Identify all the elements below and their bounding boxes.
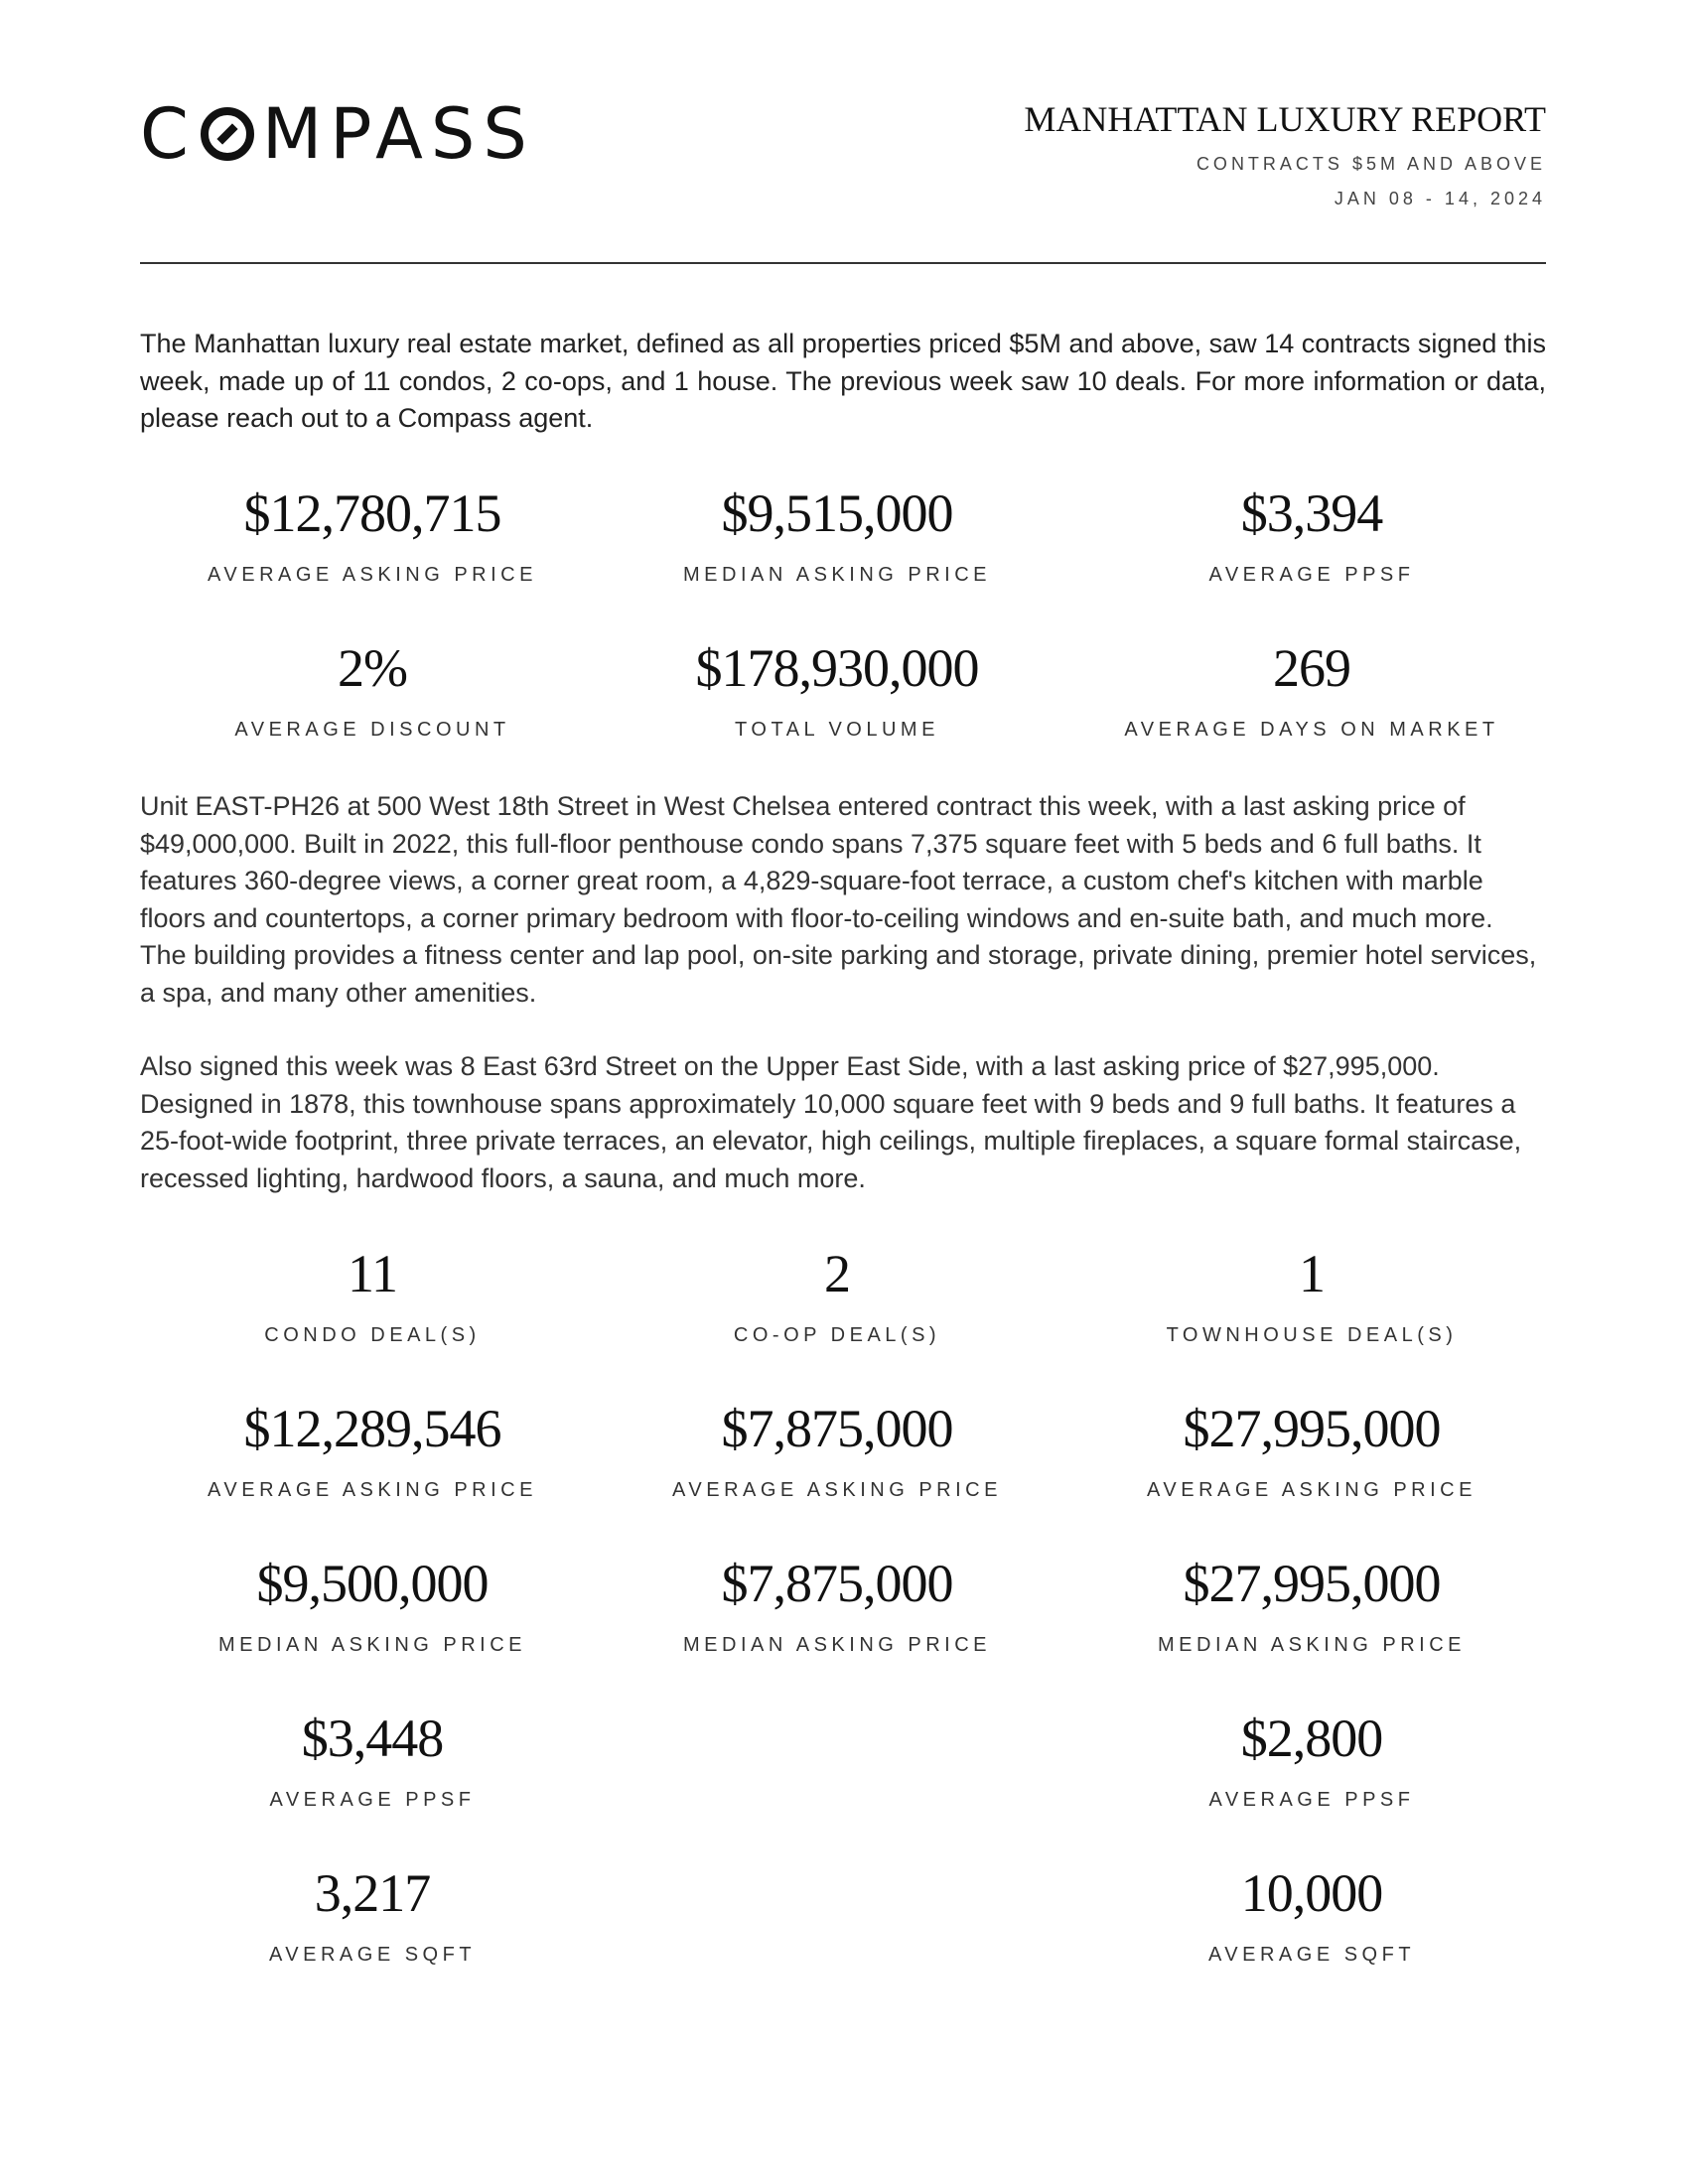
stat-value: $3,394 — [1240, 483, 1383, 543]
coop-deals — [609, 1244, 1065, 1347]
report-title: MANHATTAN LUXURY REPORT — [1024, 99, 1546, 139]
stat-label: AVERAGE SQFT — [1207, 1944, 1416, 1966]
header-divider — [140, 262, 1546, 264]
stat-label: AVERAGE ASKING PRICE — [672, 1479, 1002, 1501]
condo-average-sqft — [144, 1863, 601, 1967]
stat-value: $12,780,715 — [243, 483, 501, 543]
townhouse-average-sqft — [1083, 1863, 1540, 1967]
condo-average-ppsf — [144, 1708, 601, 1812]
stat-label: AVERAGE SQFT — [268, 1944, 477, 1966]
stat-average-asking-price — [144, 483, 601, 587]
stat-value: 11 — [348, 1244, 397, 1303]
compass-logo — [140, 93, 535, 175]
stat-value: $27,995,000 — [1183, 1399, 1441, 1458]
stat-label: CO-OP DEAL(S) — [733, 1324, 941, 1346]
stat-value: $7,875,000 — [721, 1399, 953, 1458]
stat-value: $27,995,000 — [1183, 1554, 1441, 1613]
stat-value: $9,515,000 — [721, 483, 953, 543]
stat-value: 1 — [1299, 1244, 1325, 1303]
stat-average-days-on-market — [1083, 638, 1540, 742]
featured-listing-1: Unit EAST-PH26 at 500 West 18th Street in West Chelsea entered contract this week, with a last asking price of $49,000,000. Built in 2022, this full-floor penthouse condo spans 7,375 square feet with 5 beds and 6 full baths. It features 360-degree views, a corner great room, a 4,829-square-foot terrace, a custom chef's kitchen with marble floors and countertops, a corner primary bedroom with floor-to-ceiling windows and en-suite bath, and much more. The building provides a fitness center and lap pool, on-site parking and storage, private dining, premier hotel services, a spa, and many other amenities. — [140, 791, 1537, 1008]
stat-median-asking-price — [609, 483, 1065, 587]
stat-value: 3,217 — [314, 1863, 431, 1923]
condo-median-asking-price — [144, 1554, 601, 1657]
stat-label: TOWNHOUSE DEAL(S) — [1166, 1324, 1458, 1346]
stat-total-volume — [609, 638, 1065, 742]
stat-value: 269 — [1273, 638, 1350, 698]
stat-value: $12,289,546 — [243, 1399, 501, 1458]
stat-label: MEDIAN ASKING PRICE — [683, 1634, 991, 1656]
coop-average-asking-price — [609, 1399, 1065, 1502]
report-header — [1024, 99, 1546, 209]
stat-label: MEDIAN ASKING PRICE — [683, 564, 991, 586]
coop-median-asking-price — [609, 1554, 1065, 1657]
stat-average-discount — [144, 638, 601, 742]
stat-value: $2,800 — [1240, 1708, 1383, 1768]
condo-average-asking-price — [144, 1399, 601, 1502]
stat-label: AVERAGE PPSF — [1208, 1789, 1415, 1811]
featured-listing-2: Also signed this week was 8 East 63rd Street on the Upper East Side, with a last asking price of $27,995,000. Designed in 1878, this townhouse spans approximately 10,000 square feet with 9 beds and 9 full baths. It features a 25-foot-wide footprint, three private terraces, an elevator, high ceilings, multiple fireplaces, a square formal staircase, recessed lighting, hardwood floors, a sauna, and much more. — [140, 1051, 1522, 1193]
logo-wordmark: C MPASS — [140, 93, 535, 175]
stat-value: $3,448 — [301, 1708, 444, 1768]
stat-label: AVERAGE ASKING PRICE — [208, 1479, 537, 1501]
stat-value: 2% — [338, 638, 407, 698]
stat-value: 2 — [824, 1244, 850, 1303]
stat-label: AVERAGE DISCOUNT — [234, 719, 510, 741]
compass-o-icon — [201, 107, 254, 161]
stat-label: TOTAL VOLUME — [735, 719, 939, 741]
townhouse-average-ppsf — [1083, 1708, 1540, 1812]
stat-label: AVERAGE ASKING PRICE — [208, 564, 537, 586]
intro-paragraph: The Manhattan luxury real estate market, defined as all properties priced $5M and above, saw 14 contracts signed this week, made up of 11 condos, 2 co-ops, and 1 house. The previous week saw 10 deals. For more information or data, please reach out to a Compass agent. — [140, 329, 1546, 433]
townhouse-deals — [1083, 1244, 1540, 1347]
stat-value: $7,875,000 — [721, 1554, 953, 1613]
stat-label: AVERAGE ASKING PRICE — [1147, 1479, 1477, 1501]
stat-label: CONDO DEAL(S) — [264, 1324, 481, 1346]
condo-deals — [144, 1244, 601, 1347]
stat-label: AVERAGE PPSF — [269, 1789, 476, 1811]
townhouse-average-asking-price — [1083, 1399, 1540, 1502]
stat-value: 10,000 — [1240, 1863, 1383, 1923]
report-subtitle: CONTRACTS $5M AND ABOVE — [1196, 154, 1546, 174]
townhouse-median-asking-price — [1083, 1554, 1540, 1657]
stat-value: $178,930,000 — [695, 638, 979, 698]
stat-label: MEDIAN ASKING PRICE — [218, 1634, 526, 1656]
stat-value: $9,500,000 — [256, 1554, 489, 1613]
stat-label: AVERAGE DAYS ON MARKET — [1124, 719, 1499, 741]
stat-average-ppsf — [1083, 483, 1540, 587]
report-date-range: JAN 08 - 14, 2024 — [1334, 189, 1546, 208]
stat-label: MEDIAN ASKING PRICE — [1158, 1634, 1466, 1656]
stat-label: AVERAGE PPSF — [1208, 564, 1415, 586]
